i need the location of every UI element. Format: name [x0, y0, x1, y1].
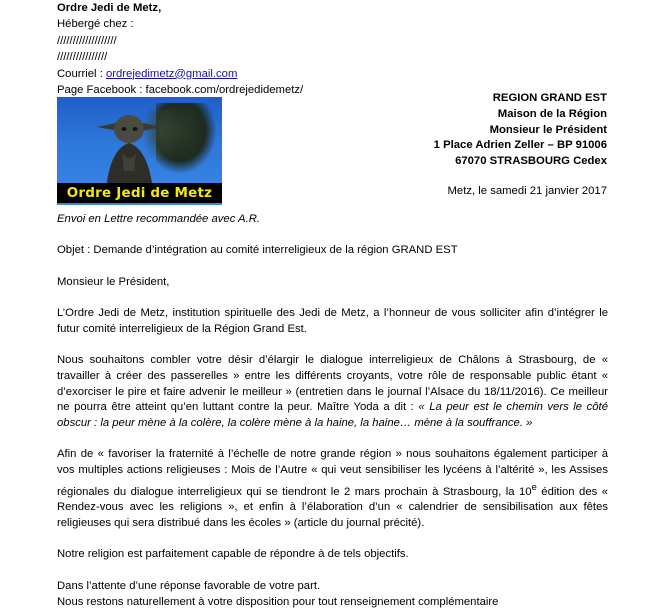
- yoda-statue-icon: [92, 105, 167, 190]
- paragraph-2-text: Nous souhaitons combler votre désir d’élargir le dialogue interreligieux de Châlons à Strasbourg, de « travailler à créer des passerelles » entre les différents croyants, votre rôle de responsable public étant « d’exorciser le pire et faire advenir le meilleur » (entretien dans le journal l’Alsace du 18/11/2016). Ce meilleur ne pourra être atteint qu’en luttant contre la peur. Maître Yoda a dit :: [57, 354, 608, 414]
- objet-line: Objet : Demande d’intégration au comité interreligieux de la région GRAND EST: [57, 244, 458, 257]
- sender-facebook: Page Facebook : facebook.com/ordrejedidemetz/: [57, 84, 304, 97]
- logo-image: [57, 97, 222, 205]
- yoda-quote: « La peur est le chemin vers le côté obscur : la peur mène à la colère, la colère mène à la haine, la haine… mène à la souffrance. »: [57, 401, 608, 430]
- paragraph-1: L’Ordre Jedi de Metz, institution spirituelle des Jedi de Metz, a l’honneur de vous solliciter afin d’intégrer le futur comité interreligieux de la Région Grand Est.: [57, 307, 608, 335]
- sender-name: Ordre Jedi de Metz,: [57, 2, 162, 14]
- email-link[interactable]: ordrejedimetz@gmail.com: [105, 67, 238, 80]
- letter-body: [57, 212, 608, 610]
- paragraph-2: [57, 353, 608, 432]
- envoi-line: Envoi en Lettre recommandée avec A.R.: [57, 213, 261, 225]
- paragraph-5: Dans l’attente d’une réponse favorable de votre part.: [57, 579, 321, 592]
- recipient-line: Maison de la Région: [497, 107, 607, 120]
- sender-block: [57, 0, 303, 98]
- recipient-line: 67070 STRASBOURG Cedex: [455, 155, 607, 168]
- email-label: Courriel :: [57, 67, 106, 80]
- recipient-line: REGION GRAND EST: [492, 92, 607, 104]
- sender-address-line-2: ////////////////: [57, 51, 108, 64]
- logo-caption: Ordre Jedi de Metz: [57, 183, 222, 203]
- paragraph-4: Notre religion est parfaitement capable de répondre à de tels objectifs.: [57, 548, 409, 561]
- superscript-e: e: [531, 480, 537, 492]
- paragraph-3-text-a: Afin de « favoriser la fraternité à l’échelle de notre grande région » nous souhaitons également participer à vos multiples actions religieuses : Mois de l’Autre « qui veut sensibiliser les lycéens à l’altérité », les Assises régionales du dialogue interreligieux qui se tiendront le 2 mars prochain à Strasbourg, la 10: [57, 448, 608, 498]
- paragraph-3-text-b: édition des « Rendez-vous avec les religions », et enfin à l’élaboration d’un « calendrier de sensibilisation aux fêtes religieuses qui sera distribué dans les écoles » (article du journal précité).: [57, 485, 609, 530]
- paragraph-3: [57, 447, 608, 531]
- recipient-line: 1 Place Adrien Zeller – BP 91006: [433, 139, 607, 152]
- recipient-line: Monsieur le Président: [489, 123, 607, 136]
- recipient-block: [434, 91, 607, 170]
- sender-email-line: [57, 66, 303, 82]
- salutation: Monsieur le Président,: [57, 275, 170, 288]
- letter-date: Metz, le samedi 21 janvier 2017: [447, 185, 607, 197]
- paragraph-6: Nous restons naturellement à votre disposition pour tout renseignement complémentaire: [57, 595, 499, 608]
- sender-address-line-1: ///////////////////: [57, 34, 117, 47]
- sender-hosted: Hébergé chez :: [57, 18, 134, 31]
